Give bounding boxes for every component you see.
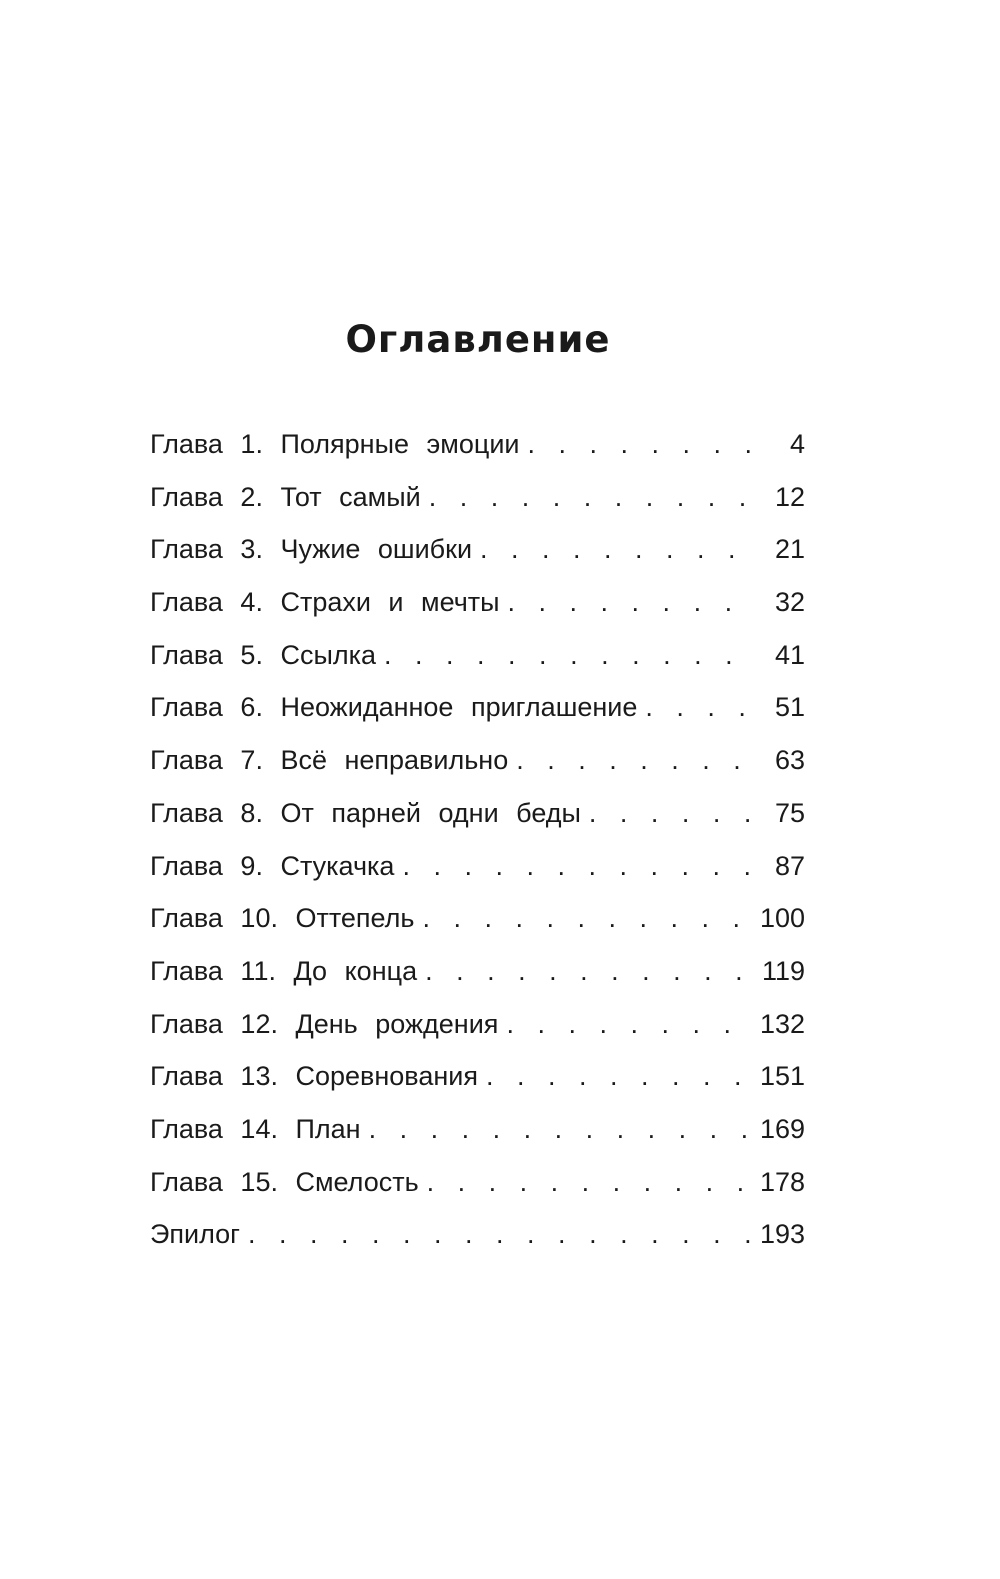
toc-entry-label: Глава 2. Тот самый bbox=[150, 481, 421, 512]
toc-page-number: 132 bbox=[759, 1008, 805, 1039]
toc-entry-label: Глава 1. Полярные эмоции bbox=[150, 429, 520, 459]
toc-entry-4[interactable] bbox=[150, 576, 805, 629]
toc-entry-label: Глава 10. Оттепель bbox=[150, 903, 415, 934]
toc-list bbox=[150, 418, 805, 1261]
toc-entry-2[interactable] bbox=[150, 471, 805, 524]
toc-page-number: 12 bbox=[774, 481, 805, 512]
dot-leader bbox=[480, 523, 753, 576]
dot-leader bbox=[429, 471, 753, 524]
toc-entry-label: Глава 3. Чужие ошибки bbox=[150, 534, 473, 565]
toc-entry-11[interactable] bbox=[150, 945, 805, 998]
dot-leader bbox=[645, 681, 753, 734]
dot-leader bbox=[589, 787, 753, 840]
dot-leader bbox=[508, 576, 753, 629]
toc-entry-label: Эпилог bbox=[150, 1219, 241, 1250]
toc-entry-9[interactable] bbox=[150, 840, 805, 893]
toc-entry-label: Глава 7. Всё неправильно bbox=[150, 745, 509, 776]
dot-leader bbox=[384, 629, 753, 682]
toc-page-number: 151 bbox=[759, 1061, 805, 1092]
toc-page-number: 75 bbox=[774, 797, 805, 828]
toc-page-number: 4 bbox=[789, 429, 805, 459]
toc-entry-7[interactable] bbox=[150, 734, 805, 787]
toc-page-number: 178 bbox=[759, 1166, 805, 1197]
dot-leader bbox=[402, 840, 753, 893]
dot-leader bbox=[528, 418, 754, 471]
toc-entry-12[interactable] bbox=[150, 998, 805, 1051]
toc-page-number: 21 bbox=[774, 534, 805, 565]
toc-page-number: 41 bbox=[774, 639, 805, 670]
toc-entry-label: Глава 9. Стукачка bbox=[150, 850, 395, 881]
toc-entry-5[interactable] bbox=[150, 629, 805, 682]
toc-entry-label: Глава 13. Соревнования bbox=[150, 1061, 478, 1092]
toc-entry-6[interactable] bbox=[150, 681, 805, 734]
toc-entry-label: Глава 6. Неожиданное приглашение bbox=[150, 692, 638, 723]
toc-page-number: 169 bbox=[759, 1113, 805, 1144]
toc-page-number: 119 bbox=[761, 955, 805, 986]
toc-entry-3[interactable] bbox=[150, 523, 805, 576]
toc-page-number: 193 bbox=[759, 1219, 805, 1250]
toc-entry-label: Глава 4. Страхи и мечты bbox=[150, 587, 500, 618]
toc-entry-label: Глава 8. От парней одни беды bbox=[150, 797, 581, 828]
toc-entry-label: Глава 14. План bbox=[150, 1113, 361, 1144]
dot-leader bbox=[369, 1103, 753, 1156]
toc-entry-13[interactable] bbox=[150, 1050, 805, 1103]
toc-page-number: 63 bbox=[774, 745, 805, 776]
page-title: Оглавление bbox=[345, 318, 611, 361]
dot-leader bbox=[516, 734, 753, 787]
toc-entry-1[interactable] bbox=[150, 418, 805, 471]
toc-entry-15[interactable] bbox=[150, 1156, 805, 1209]
toc-entry-label: Глава 12. День рождения bbox=[150, 1008, 499, 1039]
toc-page-number: 87 bbox=[774, 850, 805, 881]
dot-leader bbox=[427, 1156, 753, 1209]
toc-entry-14[interactable] bbox=[150, 1103, 805, 1156]
dot-leader bbox=[486, 1050, 753, 1103]
dot-leader bbox=[248, 1208, 753, 1261]
toc-page-number: 100 bbox=[759, 903, 805, 934]
toc-page-number: 51 bbox=[774, 692, 805, 723]
dot-leader bbox=[422, 892, 753, 945]
toc-entry-label: Глава 5. Ссылка bbox=[150, 639, 377, 670]
toc-entry-epilogue[interactable] bbox=[150, 1208, 805, 1261]
toc-entry-8[interactable] bbox=[150, 787, 805, 840]
toc-entry-label: Глава 11. До конца bbox=[150, 955, 418, 986]
dot-leader bbox=[425, 945, 753, 998]
toc-entry-label: Глава 15. Смелость bbox=[150, 1166, 419, 1197]
toc-page-number: 32 bbox=[774, 587, 805, 618]
dot-leader bbox=[506, 998, 753, 1051]
toc-entry-10[interactable] bbox=[150, 892, 805, 945]
